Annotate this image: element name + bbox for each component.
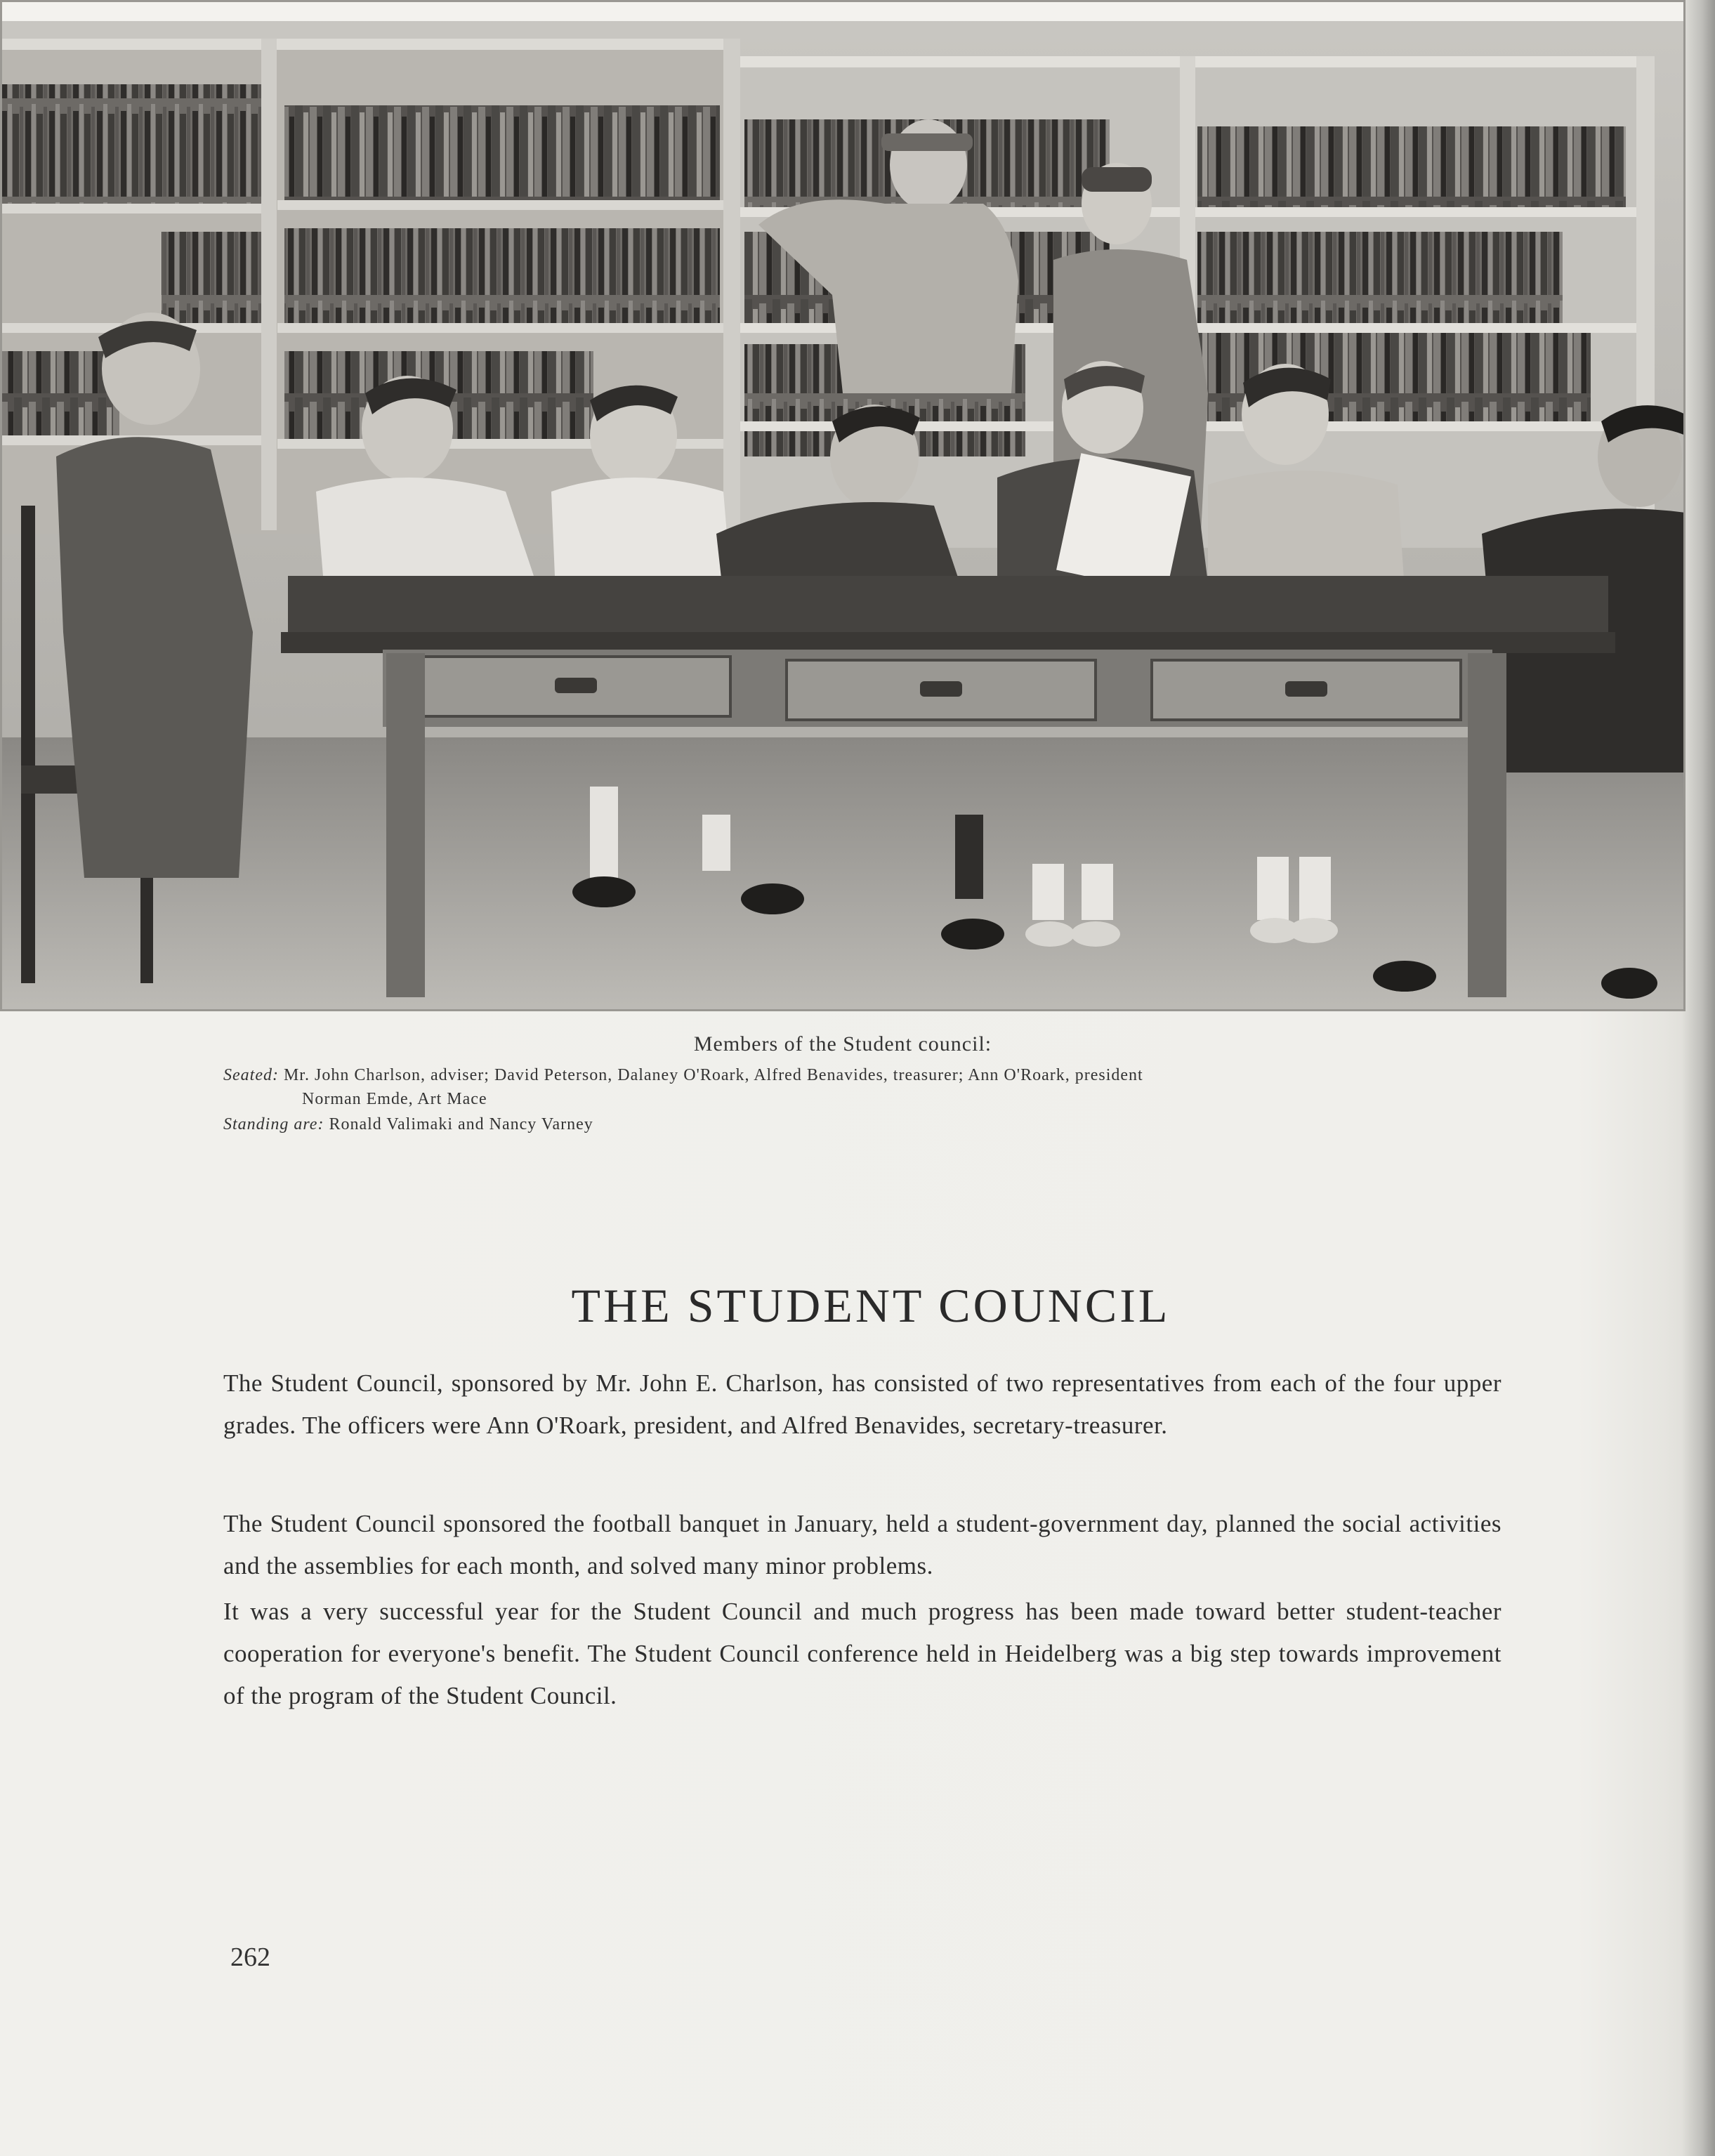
caption-seated-label: Seated: bbox=[223, 1066, 279, 1084]
page-title: THE STUDENT COUNCIL bbox=[571, 1279, 1171, 1332]
caption-standing-text: Ronald Valimaki and Nancy Varney bbox=[329, 1115, 593, 1133]
paragraph-1: The Student Council, sponsored by Mr. John E. Charlson, has consisted of two representatives from each of the four upper grades. The officers were Ann O'Roark, president, and Alfred Benavides, secretary-treasurer. bbox=[223, 1369, 1502, 1439]
binding-shadow bbox=[1682, 0, 1715, 2156]
caption-seated-text: Mr. John Charlson, adviser; David Peterson, Dalaney O'Roark, Alfred Benavides, treasurer; Ann O'Roark, president bbox=[283, 1066, 1143, 1084]
caption-standing-label: Standing are: bbox=[223, 1115, 324, 1133]
caption-heading: Members of the Student council: bbox=[693, 1032, 992, 1056]
caption-seated-line bbox=[223, 1066, 1143, 1085]
caption-standing-line bbox=[223, 1115, 593, 1134]
paragraph-3: It was a very successful year for the Student Council and much progress has been made toward better student-teacher cooperation for everyone's benefit. The Student Council conference held in Heidelberg was a big step towards improvement of the program of the Student Council. bbox=[223, 1598, 1502, 1709]
caption-seated-continued: Norman Emde, Art Mace bbox=[302, 1090, 487, 1108]
student-council-photo bbox=[0, 0, 1686, 1011]
paragraph-2: The Student Council sponsored the football banquet in January, held a student-government day, planned the social activities and the assemblies for each month, and solved many minor problems. bbox=[223, 1510, 1502, 1579]
page-number: 262 bbox=[230, 1943, 270, 1972]
